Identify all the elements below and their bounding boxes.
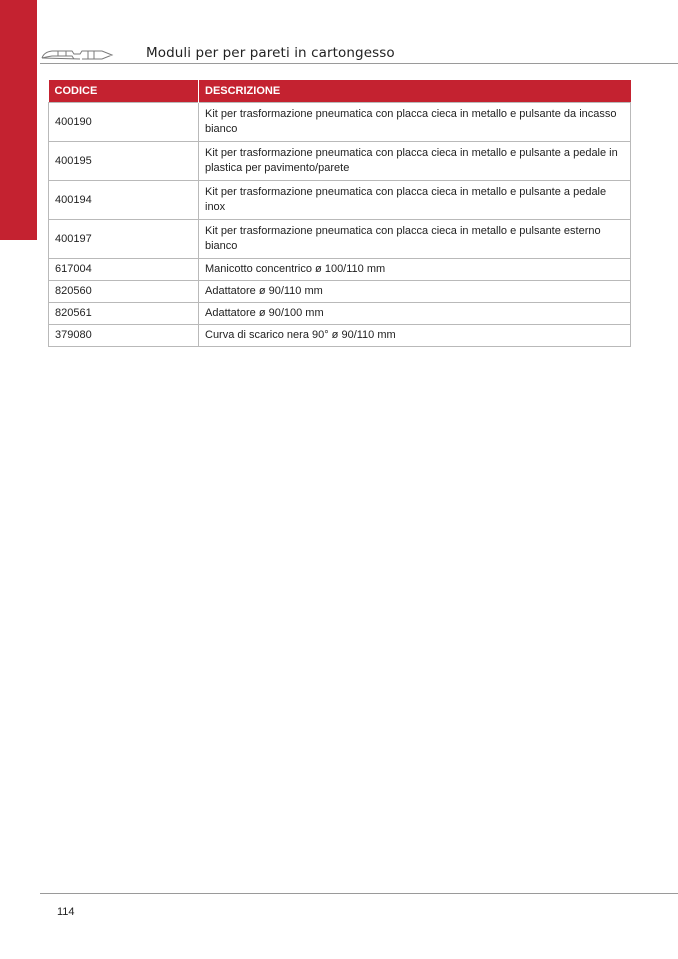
page-header-title: Moduli per per pareti in cartongesso (146, 45, 395, 61)
footer-divider (40, 893, 678, 894)
column-header-description: DESCRIZIONE (199, 80, 631, 103)
red-side-tab (0, 0, 37, 240)
product-description: Kit per trasformazione pneumatica con placca cieca in metallo e pulsante esterno bianco (199, 220, 631, 259)
brand-outline-logo (40, 46, 116, 64)
product-description: Adattatore ø 90/100 mm (199, 303, 631, 325)
header-divider (40, 63, 678, 64)
product-code: 820561 (49, 303, 199, 325)
product-description: Manicotto concentrico ø 100/110 mm (199, 259, 631, 281)
product-code: 617004 (49, 259, 199, 281)
product-description: Adattatore ø 90/110 mm (199, 281, 631, 303)
product-code: 400197 (49, 220, 199, 259)
product-description: Kit per trasformazione pneumatica con placca cieca in metallo e pulsante da incasso bianco (199, 103, 631, 142)
product-description: Kit per trasformazione pneumatica con placca cieca in metallo e pulsante a pedale inox (199, 181, 631, 220)
product-table (48, 80, 631, 347)
product-code: 400190 (49, 103, 199, 142)
page-number: 114 (57, 906, 75, 918)
product-code: 820560 (49, 281, 199, 303)
table-header-row (49, 80, 631, 103)
product-description: Curva di scarico nera 90° ø 90/110 mm (199, 325, 631, 347)
table-row (49, 142, 631, 181)
table-row (49, 181, 631, 220)
column-header-code: CODICE (49, 80, 199, 103)
table-row (49, 259, 631, 281)
table-row (49, 325, 631, 347)
product-code: 400194 (49, 181, 199, 220)
table-row (49, 220, 631, 259)
table-row (49, 281, 631, 303)
table-row (49, 103, 631, 142)
product-code: 379080 (49, 325, 199, 347)
table-row (49, 303, 631, 325)
product-description: Kit per trasformazione pneumatica con placca cieca in metallo e pulsante a pedale in plastica per pavimento/parete (199, 142, 631, 181)
product-code: 400195 (49, 142, 199, 181)
